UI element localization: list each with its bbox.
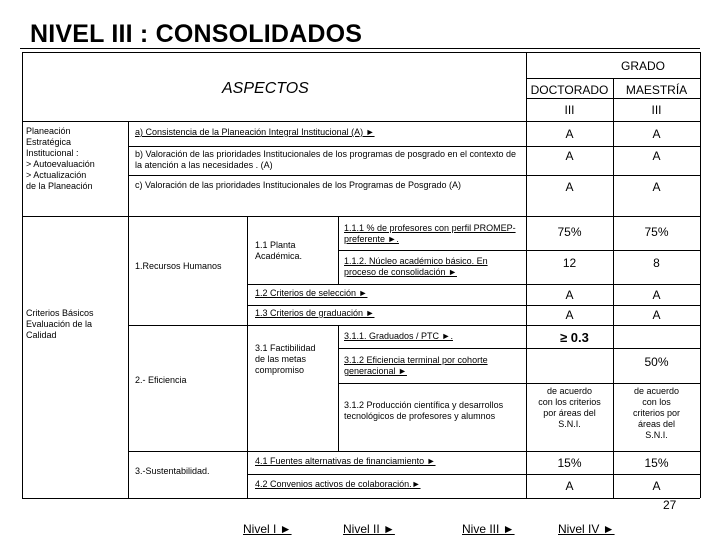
nav-nivel-2-link[interactable]: Nivel II ► — [343, 522, 395, 536]
row-13-mae: A — [652, 308, 661, 322]
row-41-doc: 15% — [557, 456, 582, 470]
title-divider — [20, 48, 700, 49]
planeacion-row-c-mae: A — [652, 180, 661, 194]
planeacion-row-c-text: c) Valoración de las prioridades Institucionales de los Programas de Posgrado (A) — [135, 180, 461, 190]
row-42-doc: A — [565, 479, 574, 493]
grado-header: GRADO — [620, 59, 665, 73]
planeacion-row-a-mae: A — [652, 127, 661, 141]
recursos-humanos-label: 1.Recursos Humanos — [135, 261, 222, 271]
aspectos-header: ASPECTOS — [222, 80, 309, 97]
row-111-mae: 75% — [644, 225, 669, 239]
row-312b-doc: de acuerdo con los criterios por áreas del S.N.I. — [538, 386, 601, 429]
row-12-doc: A — [565, 288, 574, 302]
factibilidad-label: 3.1 Factibilidad de las metas compromiso — [255, 343, 316, 375]
planeacion-row-b-mae: A — [652, 149, 661, 163]
planeacion-row-c-doc: A — [565, 180, 574, 194]
row-41-link[interactable]: 4.1 Fuentes alternativas de financiamiento ► — [255, 456, 436, 466]
planeacion-row-b-text: b) Valoración de las prioridades Institucionales de los programas de posgrado en el contexto de la atención a las necesidades . (A) — [135, 149, 517, 170]
row-12-link[interactable]: 1.2 Criterios de selección ► — [255, 288, 368, 298]
row-311-value: ≥ 0.3 — [560, 330, 589, 345]
row-111-doc: 75% — [557, 225, 582, 239]
row-112-mae: 8 — [653, 256, 660, 270]
doctorado-header: DOCTORADO — [530, 83, 609, 97]
row-312b-text: 3.1.2 Producción científica y desarrollos tecnológicos de profesores y alumnos — [344, 400, 504, 421]
nav-nivel-4-link[interactable]: Nivel IV ► — [558, 522, 615, 536]
maestria-header: MAESTRÍA — [625, 83, 688, 97]
nav-nivel-3-link[interactable]: Nive III ► — [462, 522, 515, 536]
planeacion-row-b-doc: A — [565, 149, 574, 163]
sustentabilidad-label: 3.-Sustentabilidad. — [135, 466, 210, 476]
row-111-link[interactable]: 1.1.1 % de profesores con perfil PROMEP-preferente ►. — [344, 223, 516, 244]
row-112-doc: 12 — [562, 256, 577, 270]
row-41-mae: 15% — [644, 456, 669, 470]
planeacion-category: Planeación Estratégica Institucional : > Autoevaluación > Actualización de la Planeación — [26, 126, 95, 191]
level-maestria: III — [651, 103, 662, 117]
planeacion-row-a-doc: A — [565, 127, 574, 141]
nav-nivel-1-link[interactable]: Nivel I ► — [243, 522, 292, 536]
page-number: 27 — [663, 498, 677, 512]
criterios-category: Criterios Básicos Evaluación de la Calidad — [26, 308, 94, 340]
level-doctorado: III — [564, 103, 575, 117]
row-42-link[interactable]: 4.2 Convenios activos de colaboración.► — [255, 479, 421, 489]
row-13-link[interactable]: 1.3 Criterios de graduación ► — [255, 308, 375, 318]
planeacion-row-a-link[interactable]: a) Consistencia de la Planeación Integral Institucional (A) ► — [135, 127, 375, 137]
row-312a-value: 50% — [644, 355, 669, 369]
row-42-mae: A — [652, 479, 661, 493]
row-112-link[interactable]: 1.1.2. Núcleo académico básico. En proceso de consolidación ► — [344, 256, 488, 277]
row-312a-link[interactable]: 3.1.2 Eficiencia terminal por cohorte generacional ► — [344, 355, 488, 376]
row-12-mae: A — [652, 288, 661, 302]
row-13-doc: A — [565, 308, 574, 322]
row-311-link[interactable]: 3.1.1. Graduados / PTC ►. — [344, 331, 453, 341]
page-title: NIVEL III : CONSOLIDADOS — [30, 20, 363, 48]
eficiencia-label: 2.- Eficiencia — [135, 375, 187, 385]
planta-academica-label: 1.1 Planta Académica. — [255, 240, 303, 261]
row-312b-mae: de acuerdo con los criterios por áreas del S.N.I. — [632, 386, 680, 440]
